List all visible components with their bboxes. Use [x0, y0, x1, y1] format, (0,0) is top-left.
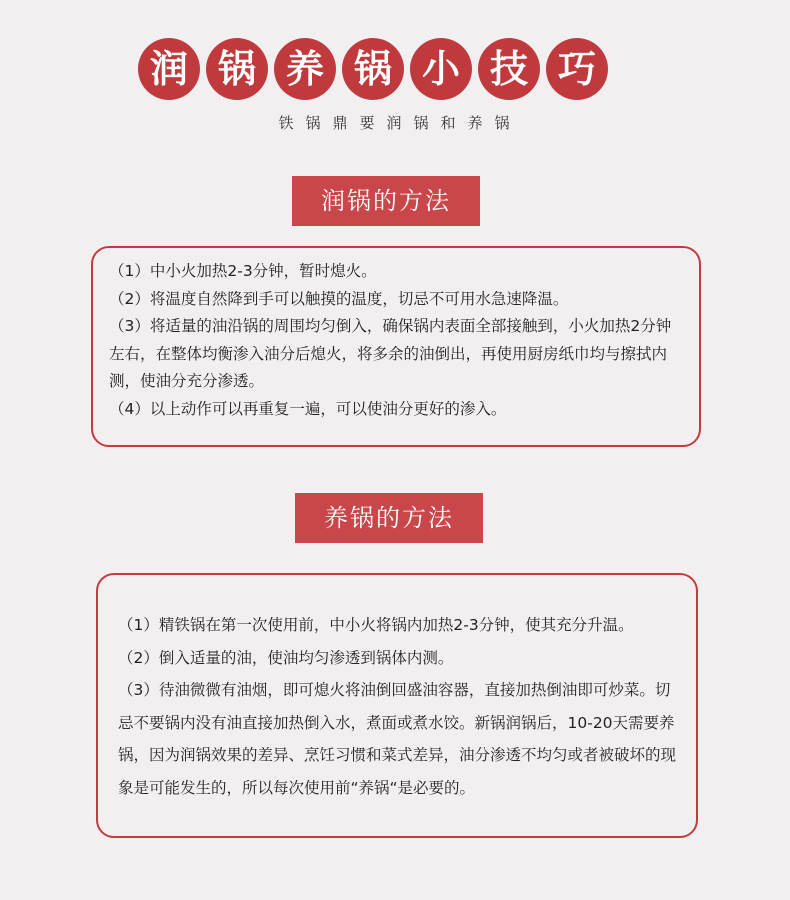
subtitle: 铁锅鼎要润锅和养锅 — [278, 114, 522, 132]
step-paragraph: （2）将温度自然降到手可以触摸的温度，切忌不可用水急速降温。 — [109, 289, 569, 308]
section-heading-yang-guo: 养锅的方法 — [295, 493, 483, 543]
step-paragraph: （1）中小火加热2-3分钟，暂时熄火。 — [109, 262, 377, 280]
title-char-circle: 技 — [478, 38, 540, 100]
step-paragraph: （3）待油微微有油烟，即可熄火将油倒回盛油容器，直接加热倒油即可炒菜。切忌不要锅内没有油直接加热倒入水，煮面或煮水饺。新锅润锅后，10-20天需要养锅，因为润锅效果的差异、烹饪习惯和菜式差异，油分渗透不均匀或者被破坏的现象是可能发生的，所以每次使用前“养锅“是必要的。 — [118, 681, 677, 797]
run-guo-method-card — [91, 246, 701, 447]
step-paragraph: （4）以上动作可以再重复一遍，可以使油分更好的渗入。 — [109, 399, 507, 418]
step-paragraph: （2）倒入适量的油，使油均匀渗透到锅体内测。 — [118, 648, 454, 667]
title-char-circle: 小 — [410, 38, 472, 100]
title-char-circle: 锅 — [342, 38, 404, 100]
title-char-circle: 巧 — [546, 38, 608, 100]
step-paragraph: （3）将适量的油沿锅的周围均匀倒入，确保锅内表面全部接触到，小火加热2分钟左右，在整体均衡渗入油分后熄火，将多余的油倒出，再使用厨房纸巾均与擦拭内测，使油分充分渗透。 — [109, 317, 672, 390]
step-paragraph: （1）精铁锅在第一次使用前，中小火将锅内加热2-3分钟，使其充分升温。 — [118, 616, 634, 634]
title-char-circle: 锅 — [206, 38, 268, 100]
title-char-circle: 润 — [138, 38, 200, 100]
yang-guo-method-card — [96, 573, 698, 838]
section-heading-run-guo: 润锅的方法 — [292, 176, 480, 226]
title-char-circle: 养 — [274, 38, 336, 100]
main-title — [138, 38, 608, 100]
